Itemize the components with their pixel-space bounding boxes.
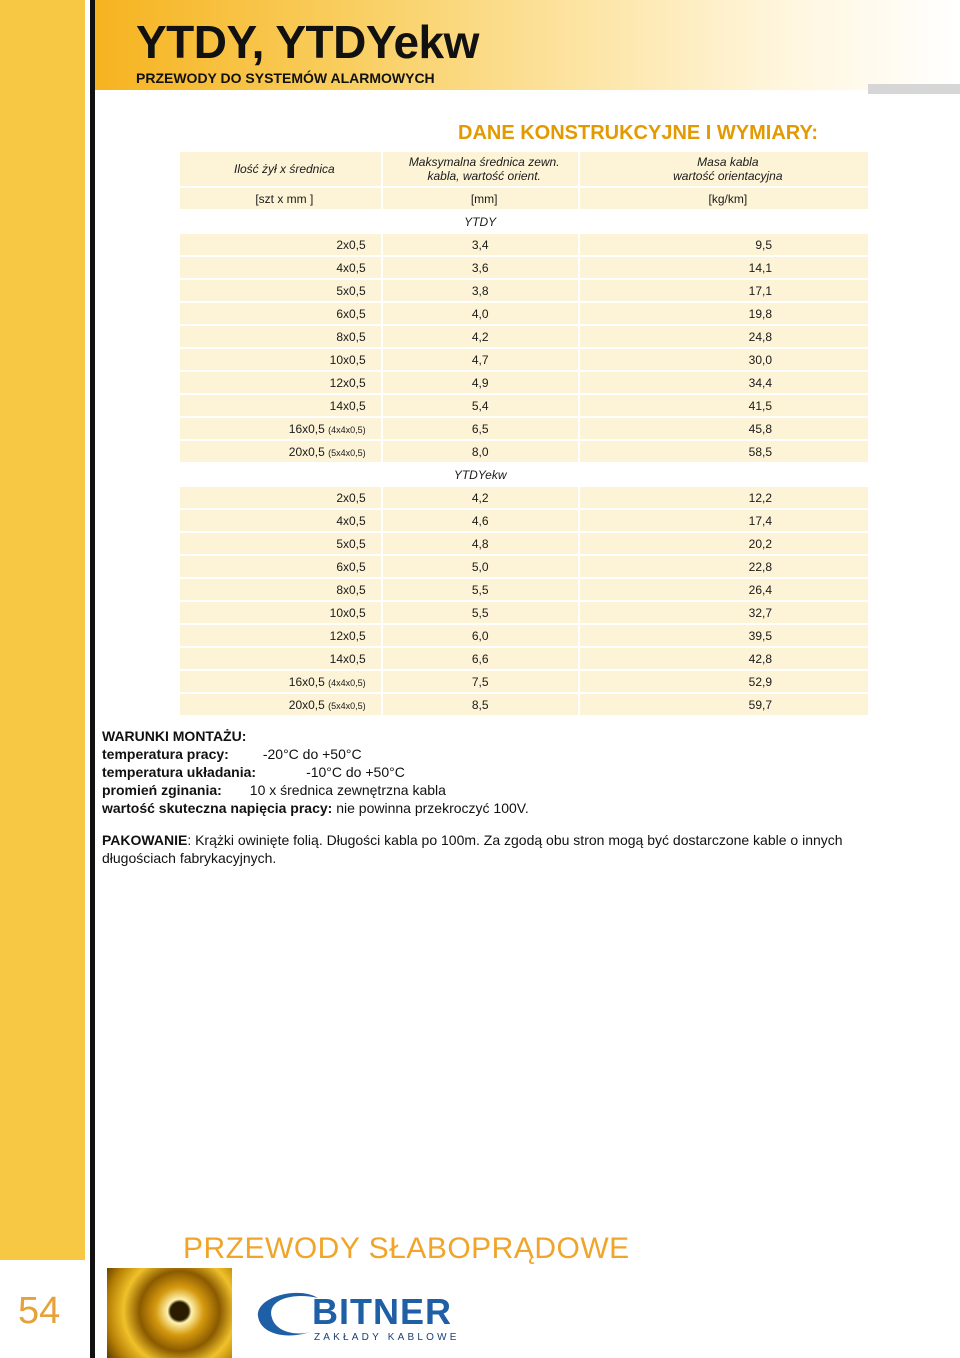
cores-value: 16x0,5 <box>288 421 325 436</box>
cell-mass: 59,7 <box>580 694 868 715</box>
group-blank-cell <box>180 211 381 232</box>
cell-diameter: 4,9 <box>383 372 578 393</box>
cell-diameter: 5,4 <box>383 395 578 416</box>
cell-cores <box>180 395 381 416</box>
cell-mass: 24,8 <box>580 326 868 347</box>
cell-diameter: 5,5 <box>383 579 578 600</box>
cores-note: (4x4x0,5) <box>328 424 366 435</box>
cell-mass: 45,8 <box>580 418 868 439</box>
table-row <box>180 510 868 531</box>
cores-value: 14x0,5 <box>329 651 366 666</box>
header-grey-bar <box>868 84 960 94</box>
cell-diameter: 3,8 <box>383 280 578 301</box>
cores-note: (5x4x0,5) <box>328 700 366 711</box>
voltage-value: nie powinna przekroczyć 100V. <box>336 800 529 816</box>
table-row <box>180 579 868 600</box>
footer-category-title: PRZEWODY SŁABOPRĄDOWE <box>183 1232 630 1265</box>
installation-conditions <box>102 727 529 817</box>
group-row <box>180 464 868 485</box>
packing-label: PAKOWANIE <box>102 832 188 848</box>
table-row <box>180 487 868 508</box>
cell-cores <box>180 556 381 577</box>
col-header-diameter <box>383 152 578 186</box>
table-header-row <box>180 152 868 186</box>
cores-value: 5x0,5 <box>336 536 366 551</box>
cell-cores <box>180 303 381 324</box>
bend-value: 10 x średnica zewnętrzna kabla <box>249 782 446 798</box>
cell-mass: 41,5 <box>580 395 868 416</box>
cell-diameter: 3,4 <box>383 234 578 255</box>
col-header-mass <box>580 152 868 186</box>
table-units-row <box>180 188 868 209</box>
unit-diameter: [mm] <box>383 188 578 209</box>
cell-diameter: 6,0 <box>383 625 578 646</box>
cell-diameter: 6,6 <box>383 648 578 669</box>
cell-mass: 9,5 <box>580 234 868 255</box>
cell-mass: 17,4 <box>580 510 868 531</box>
cell-cores <box>180 326 381 347</box>
cell-cores <box>180 602 381 623</box>
table-row <box>180 441 868 462</box>
table-row <box>180 234 868 255</box>
group-row <box>180 211 868 232</box>
group-blank-cell <box>580 211 868 232</box>
conditions-heading-line <box>102 727 529 745</box>
cell-cores <box>180 257 381 278</box>
cell-diameter: 4,8 <box>383 533 578 554</box>
cores-value: 6x0,5 <box>336 306 366 321</box>
cell-diameter: 6,5 <box>383 418 578 439</box>
section-heading: DANE KONSTRUKCYJNE I WYMIARY: <box>458 122 819 144</box>
cores-value: 14x0,5 <box>329 398 366 413</box>
conditions-heading: WARUNKI MONTAŻU: <box>102 728 247 744</box>
cell-mass: 39,5 <box>580 625 868 646</box>
cell-cores <box>180 234 381 255</box>
page-title: YTDY, YTDYekw <box>136 16 479 68</box>
cell-mass: 42,8 <box>580 648 868 669</box>
cores-value: 4x0,5 <box>336 513 366 528</box>
group-blank-cell <box>580 464 868 485</box>
cell-cores <box>180 510 381 531</box>
cell-mass: 26,4 <box>580 579 868 600</box>
spec-table-body <box>180 152 868 715</box>
temp-work-label: temperatura pracy: <box>102 746 229 762</box>
cell-diameter: 3,6 <box>383 257 578 278</box>
table-row <box>180 280 868 301</box>
voltage-label: wartość skuteczna napięcia pracy: <box>102 800 333 816</box>
cores-value: 8x0,5 <box>336 582 366 597</box>
cores-value: 2x0,5 <box>336 237 366 252</box>
cell-diameter: 7,5 <box>383 671 578 692</box>
voltage-line <box>102 799 529 817</box>
cores-value: 8x0,5 <box>336 329 366 344</box>
cores-value: 20x0,5 <box>288 697 325 712</box>
page-subtitle: PRZEWODY DO SYSTEMÓW ALARMOWYCH <box>136 70 435 86</box>
cell-diameter: 5,5 <box>383 602 578 623</box>
cores-note: (5x4x0,5) <box>328 447 366 458</box>
cell-diameter: 8,0 <box>383 441 578 462</box>
cell-diameter: 4,0 <box>383 303 578 324</box>
cores-note: (4x4x0,5) <box>328 677 366 688</box>
cell-mass: 19,8 <box>580 303 868 324</box>
table-row <box>180 418 868 439</box>
table-row <box>180 671 868 692</box>
table-row <box>180 556 868 577</box>
col-header-cores <box>180 152 381 186</box>
group-blank-cell <box>180 464 381 485</box>
table-row <box>180 533 868 554</box>
cell-cores <box>180 694 381 715</box>
cell-mass: 17,1 <box>580 280 868 301</box>
cell-cores <box>180 625 381 646</box>
cell-diameter: 5,0 <box>383 556 578 577</box>
cell-mass: 12,2 <box>580 487 868 508</box>
packing-info <box>102 831 862 867</box>
cell-mass: 30,0 <box>580 349 868 370</box>
cell-cores <box>180 579 381 600</box>
table-row <box>180 648 868 669</box>
table-row <box>180 625 868 646</box>
spec-table <box>178 150 870 717</box>
cell-cores <box>180 441 381 462</box>
table-row <box>180 602 868 623</box>
col-header-cores-label: Ilość żył x średnica <box>233 162 335 176</box>
temp-lay-value: -10°C do +50°C <box>306 764 405 780</box>
col-header-mass-line1: Masa kabla <box>697 155 759 169</box>
bitner-swoosh-logo <box>258 1293 318 1336</box>
cores-value: 10x0,5 <box>329 352 366 367</box>
cell-diameter: 8,5 <box>383 694 578 715</box>
cell-mass: 58,5 <box>580 441 868 462</box>
cores-value: 4x0,5 <box>336 260 366 275</box>
left-decorative-stripe <box>0 0 85 1260</box>
cores-value: 5x0,5 <box>336 283 366 298</box>
logo-tagline: ZAKŁADY KABLOWE <box>314 1332 460 1343</box>
cell-diameter: 4,7 <box>383 349 578 370</box>
logo-name: BITNER <box>312 1291 452 1332</box>
table-row <box>180 395 868 416</box>
bend-label: promień zginania: <box>102 782 222 798</box>
col-header-mass-line2: wartość orientacyjna <box>673 169 783 183</box>
cell-cores <box>180 533 381 554</box>
cell-cores <box>180 372 381 393</box>
cell-diameter: 4,6 <box>383 510 578 531</box>
temp-work-line <box>102 745 529 763</box>
cores-value: 10x0,5 <box>329 605 366 620</box>
table-row <box>180 372 868 393</box>
table-row <box>180 326 868 347</box>
col-header-diameter-line2: kabla, wartość orient. <box>427 169 541 183</box>
cell-diameter: 4,2 <box>383 326 578 347</box>
temp-lay-label: temperatura układania: <box>102 764 257 780</box>
table-row <box>180 349 868 370</box>
cores-value: 2x0,5 <box>336 490 366 505</box>
cores-value: 16x0,5 <box>288 674 325 689</box>
cable-reel-photo <box>107 1268 232 1358</box>
group-label: YTDY <box>383 211 578 232</box>
cell-mass: 52,9 <box>580 671 868 692</box>
unit-mass: [kg/km] <box>580 188 868 209</box>
cell-mass: 14,1 <box>580 257 868 278</box>
table-row <box>180 257 868 278</box>
packing-text: : Krążki owinięte folią. Długości kabla po 100m. Za zgodą obu stron mogą być dostarczone kable o innych długościach fabrykacyjnych. <box>102 832 843 866</box>
table-row <box>180 303 868 324</box>
cores-value: 12x0,5 <box>329 628 366 643</box>
cell-mass: 34,4 <box>580 372 868 393</box>
cell-cores <box>180 349 381 370</box>
table-row <box>180 694 868 715</box>
col-header-diameter-line1: Maksymalna średnica zewn. <box>408 155 560 169</box>
cell-cores <box>180 418 381 439</box>
cores-value: 12x0,5 <box>329 375 366 390</box>
unit-cores: [szt x mm ] <box>180 188 381 209</box>
cell-diameter: 4,2 <box>383 487 578 508</box>
cell-mass: 32,7 <box>580 602 868 623</box>
cores-value: 6x0,5 <box>336 559 366 574</box>
left-black-rule <box>90 0 95 1358</box>
temp-work-value: -20°C do +50°C <box>262 746 362 762</box>
cell-cores <box>180 487 381 508</box>
bitner-logo <box>252 1284 492 1346</box>
page-number: 54 <box>18 1290 61 1332</box>
cores-value: 20x0,5 <box>288 444 325 459</box>
cell-mass: 22,8 <box>580 556 868 577</box>
cell-mass: 20,2 <box>580 533 868 554</box>
bend-line <box>102 781 529 799</box>
group-label: YTDYekw <box>383 464 578 485</box>
cell-cores <box>180 280 381 301</box>
temp-lay-line <box>102 763 529 781</box>
cell-cores <box>180 648 381 669</box>
cell-cores <box>180 671 381 692</box>
